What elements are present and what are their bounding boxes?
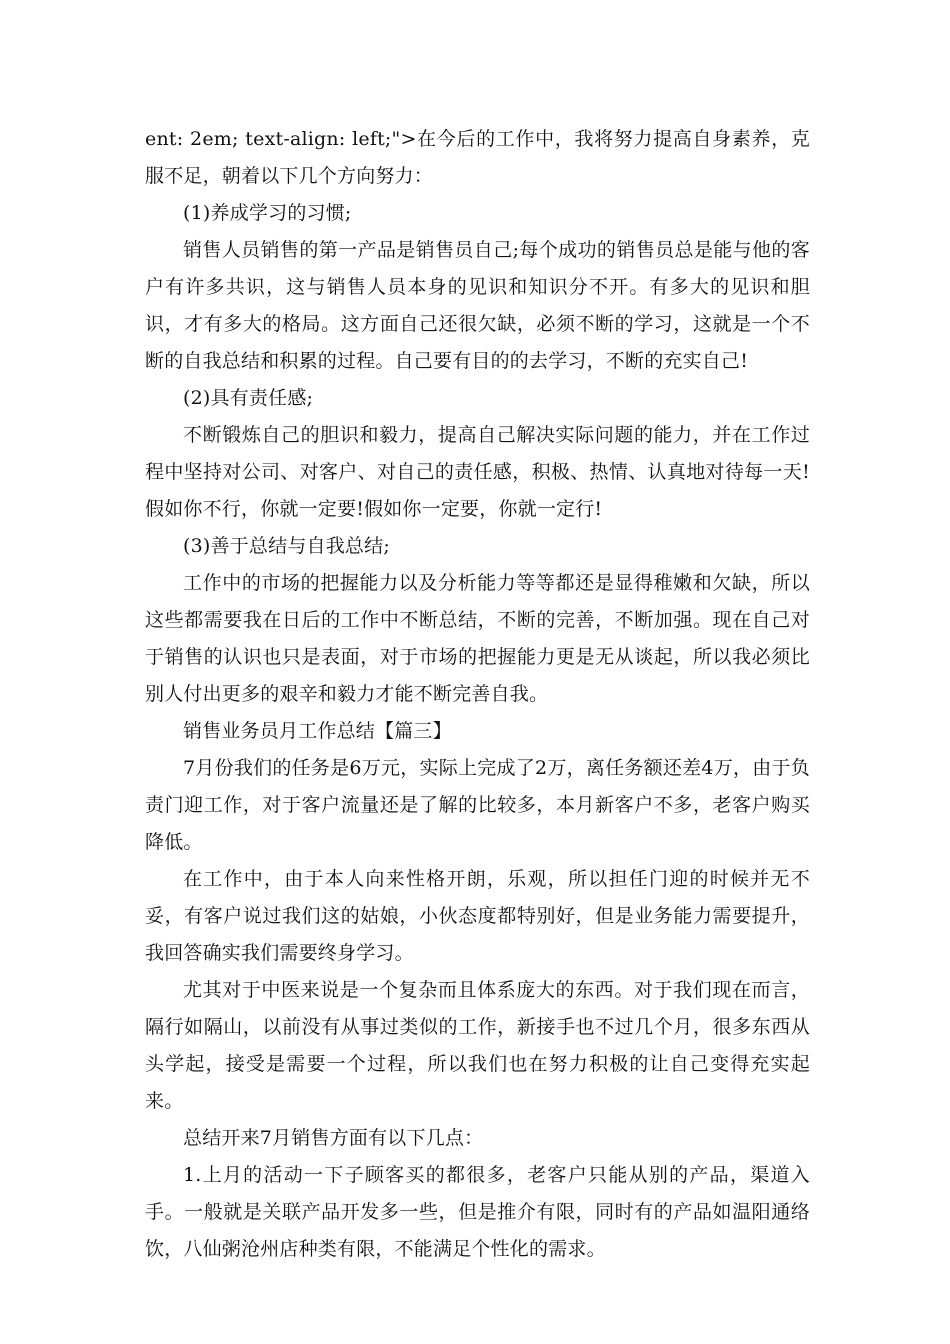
list-heading-summary: (3)善于总结与自我总结; <box>183 535 390 557</box>
section-title: 销售业务员月工作总结【篇三】 <box>183 720 452 742</box>
paragraph-july-task: 7月份我们的任务是6万元，实际上完成了2万，离任务额还差4万，由于负责门迎工作，对于客户流量还是了解的比较多，本月新客户不多，老客户购买降低。 <box>145 757 810 853</box>
paragraph-summary: 工作中的市场的把握能力以及分析能力等等都还是显得稚嫩和欠缺，所以这些都需要我在日后的工作中不断总结，不断的完善，不断加强。现在自己对于销售的认识也只是表面，对于市场的把握能力更是无从谈起，所以我必须比别人付出更多的艰辛和毅力才能不断完善自我。 <box>145 572 810 705</box>
list-heading-learning: (1)养成学习的习惯; <box>183 202 352 224</box>
paragraph-work-attitude: 在工作中，由于本人向来性格开朗，乐观，所以担任门迎的时候并无不妥，有客户说过我们这的姑娘，小伙态度都特别好，但是业务能力需要提升，我回答确实我们需要终身学习。 <box>145 868 810 964</box>
paragraph-responsibility: 不断锻炼自己的胆识和毅力，提高自己解决实际问题的能力，并在工作过程中坚持对公司、对客户、对自己的责任感，积极、热情、认真地对待每一天!假如你不行，你就一定要!假如你一定要，你就一定行! <box>145 424 810 520</box>
paragraph-tcm: 尤其对于中医来说是一个复杂而且体系庞大的东西。对于我们现在而言，隔行如隔山，以前没有从事过类似的工作，新接手也不过几个月，很多东西从头学起，接受是需要一个过程，所以我们也在努力积极的让自己变得充实起来。 <box>145 979 810 1112</box>
paragraph-learning: 销售人员销售的第一产品是销售员自己;每个成功的销售员总是能与他的客户有许多共识，这与销售人员本身的见识和知识分不开。有多大的见识和胆识，才有多大的格局。这方面自己还很欠缺，必须不断的学习，这就是一个不断的自我总结和积累的过程。自己要有目的的去学习，不断的充实自己! <box>145 239 810 372</box>
paragraph-intro: ent: 2em; text-align: left;">在今后的工作中，我将努力提高自身素养，克服不足，朝着以下几个方向努力： <box>145 128 810 187</box>
paragraph-point-1: 1.上月的活动一下子顾客买的都很多，老客户只能从别的产品，渠道入手。一般就是关联产品开发多一些，但是推介有限，同时有的产品如温阳通络饮，八仙粥沧州店种类有限，不能满足个性化的需求。 <box>145 1164 810 1260</box>
list-heading-responsibility: (2)具有责任感; <box>183 387 314 409</box>
document-body <box>145 121 810 1268</box>
paragraph-points-intro: 总结开来7月销售方面有以下几点： <box>183 1127 484 1149</box>
